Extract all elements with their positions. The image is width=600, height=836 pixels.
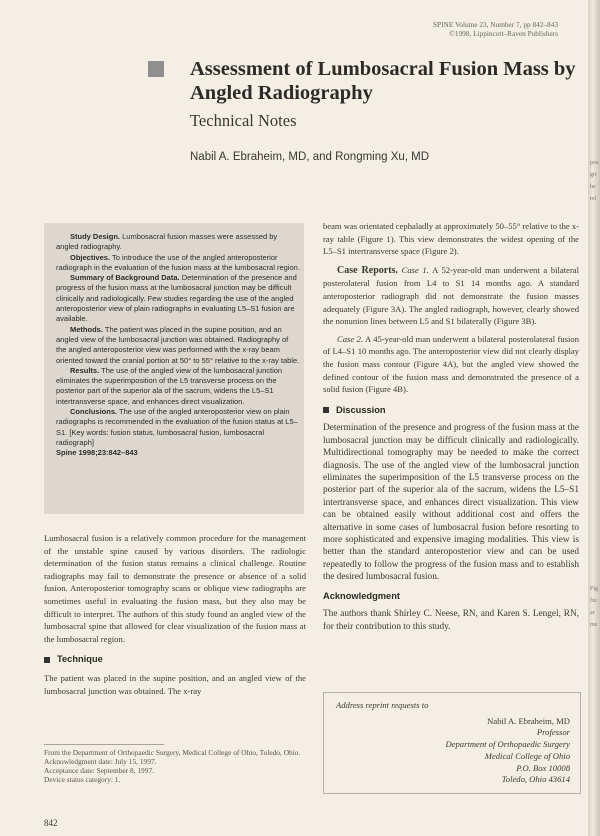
case-1-label: Case 1.	[401, 264, 429, 275]
conclusions-text: The use of the angled anteroposterior view on plain radiographs is recommended in the evaluation of the fusion status at L5–S1. [Key words: fusion status, lumbosacral fusion, lumbosacral radiograph]	[56, 407, 298, 447]
reprint-request-line: Address reprint requests to	[336, 700, 429, 710]
abstract-methods	[56, 325, 300, 366]
left-column	[44, 532, 306, 697]
reprint-box-address: P.O. Box 10008	[516, 762, 570, 773]
abstract-conclusions	[56, 407, 300, 448]
binding-fragment: rel	[590, 196, 597, 202]
case-reports-heading: Case Reports.	[337, 264, 398, 276]
reprint-title: Professor	[536, 727, 570, 738]
technique-continued: beam was orientated cephaladly at approximately 50–55° relative to the x-ray table (Figure 1). This view demonstrates the widest opening of the L5–S1 intertransverse space (Figure 2).	[323, 221, 579, 257]
technique-heading	[44, 653, 306, 666]
binding-fragment: he	[590, 184, 596, 190]
case-1-text: A 52-year-old man underwent a bilateral posterolateral fusion from L4 to S1 14 months ago. A standard anteroposterior radiograph did not demonstrate the fusion masses adequately (Figure 3A). The angled radiograph, however, clearly showed the nonunion lines between L5 and S1 bilaterally (Figure 3B).	[323, 264, 580, 327]
article-authors: Nabil A. Ebraheim, MD, and Rongming Xu, MD	[190, 151, 430, 163]
abstract-background	[56, 273, 300, 324]
technique-paragraph: The patient was placed in the supine position, and an angled view of the lumbosacral junction was obtained. The x-ray	[44, 672, 306, 696]
methods-text: The patient was placed in the supine position, and an angled view of the lumbosacral junction was obtained. Radiography of the angled anteroposterior view was performed with the x-ray beam oriented toward the cranial portion at 50° to 55° relative to the x-ray table.	[56, 324, 300, 365]
background-label: Summary of Background Data.	[70, 273, 180, 283]
results-label: Results.	[70, 365, 100, 375]
page-number: 842	[44, 818, 58, 828]
background-text: Determination of the presence and progress of the fusion mass at the lumbosacral junction may be difficult clinically and radiologically. Few studies regarding the use of the angled anteroposterior view of plain radiographs in evaluating L5–S1 fusion are available.	[56, 273, 297, 324]
footnote	[44, 748, 308, 784]
results-text: The use of the angled view of the lumbosacral junction eliminates the superimposition of the L5 transverse process on the posterior part of the superior ala of the sacrum, widens the L5–S1 intertransverse space, and enhances direct visualization.	[56, 365, 283, 406]
binding-fragment: ar	[590, 610, 595, 616]
discussion-paragraph: Determination of the presence and progress of the fusion mass at the lumbosacral junction may be difficult clinically and radiologically. Multidirectional tomography may be needed to make the correct diagnosis. The use of the angled view of the lumbosacral junction eliminates the superimposition of the L5 transverse process on the posterior part of the superior ala of the sacrum, widens the L5–S1 intertransverse space, and enhances direct visualization. This view can be obtained easily without additional cost and offers the alternative in some cases of lumbosacral fusion before resorting to more sophisticated and expensive imaging modalities. This view is better than the standard anteroposterior view and can be used repeatedly to follow the progress of the fusion mass and to establish the desired lumbosacral fusion.	[323, 423, 579, 583]
footnote-affiliation: From the Department of Orthopaedic Surgery, Medical College of Ohio, Toledo, Ohio.	[44, 748, 301, 757]
discussion-heading-label: Discussion	[336, 404, 386, 415]
abstract-citation: Spine 1998;23:842–843	[56, 448, 138, 458]
technique-heading-label: Technique	[57, 654, 103, 665]
abstract-results	[56, 366, 300, 407]
study-design-text: Lumbosacral fusion masses were assessed by angled radiography.	[56, 232, 278, 252]
reprint-city: Toledo, Ohio 43614	[501, 774, 570, 785]
discussion-heading	[323, 404, 579, 417]
section-square-icon	[323, 407, 329, 413]
article-title: Assessment of Lumbosacral Fusion Mass by Angled Radiography	[190, 58, 576, 104]
section-square-icon	[44, 657, 50, 663]
footnote-acceptance-date: Acceptance date: September 8, 1997.	[44, 766, 154, 776]
article-subtitle: Technical Notes	[190, 111, 297, 130]
footnote-divider	[44, 744, 164, 745]
reprint-name: Nabil A. Ebraheim, MD	[487, 715, 570, 726]
case-2-label: Case 2.	[337, 333, 364, 344]
objectives-label: Objectives.	[70, 252, 111, 262]
binding-fragment: Fig	[590, 586, 599, 592]
binding-fragment: pos	[590, 160, 599, 166]
abstract-study-design	[56, 232, 300, 253]
reprint-college: Medical College of Ohio	[484, 750, 570, 761]
reprint-requests	[336, 700, 570, 786]
copyright-line: ©1998, Lippincott–Raven Publishers	[449, 29, 558, 38]
binding-edge	[588, 0, 600, 836]
acknowledgment-paragraph: The authors thank Shirley C. Neese, RN, and Karen S. Lengel, RN, for their contribution to this study.	[323, 609, 579, 632]
title-marker-square	[148, 61, 164, 77]
intro-paragraph: Lumbosacral fusion is a relatively common procedure for the management of the unstable spine caused by various disorders. The radiologic determination of the fusion status remains a clinical challenge. Routine radiographs may fail to demonstrate the presence or absence of a solid fusion. Anteroposterior tomography scans or oblique view radiographs are sometimes useful in evaluating the fusion mass, but they also may be difficult to interpret. The authors of this study found an angled view of the lumbosacral spine that allowed for clear visualization of the fusion mass at the lumbosacral region.	[44, 533, 306, 644]
abstract-objectives	[56, 253, 300, 274]
reprint-department: Department of Orthopaedic Surgery	[445, 739, 570, 750]
methods-label: Methods.	[70, 324, 103, 334]
abstract	[56, 232, 300, 459]
journal-citation-line: SPINE Volume 23, Number 7, pp 842–843	[433, 20, 558, 29]
conclusions-label: Conclusions.	[70, 407, 118, 417]
right-column	[323, 220, 579, 633]
objectives-text: To introduce the use of the angled anteroposterior radiograph in the evaluation of the fusion mass at the lumbosacral region.	[56, 252, 300, 272]
case-2-text: A 45-year-old man underwent a bilateral posterolateral fusion of L4–S1 10 months ago. The anteroposterior view did not clearly display the fusion mass contour (Figure 4A), but the angled view showed the defined contour of the fusion mass and demonstrated the presence of a solid fusion (Figure 4B).	[323, 333, 579, 395]
case-1-paragraph	[323, 264, 579, 328]
binding-fragment: me	[590, 622, 598, 628]
acknowledgment-heading: Acknowledgment	[323, 590, 400, 601]
case-2-paragraph	[323, 333, 579, 396]
footnote-acknowledgment-date: Acknowledgment date: July 15, 1997.	[44, 757, 157, 767]
study-design-label: Study Design.	[70, 232, 121, 241]
footnote-device-status: Device status category: 1.	[44, 775, 121, 785]
binding-fragment: gri	[590, 172, 597, 178]
binding-fragment: fin	[590, 598, 597, 604]
journal-header	[433, 20, 558, 38]
